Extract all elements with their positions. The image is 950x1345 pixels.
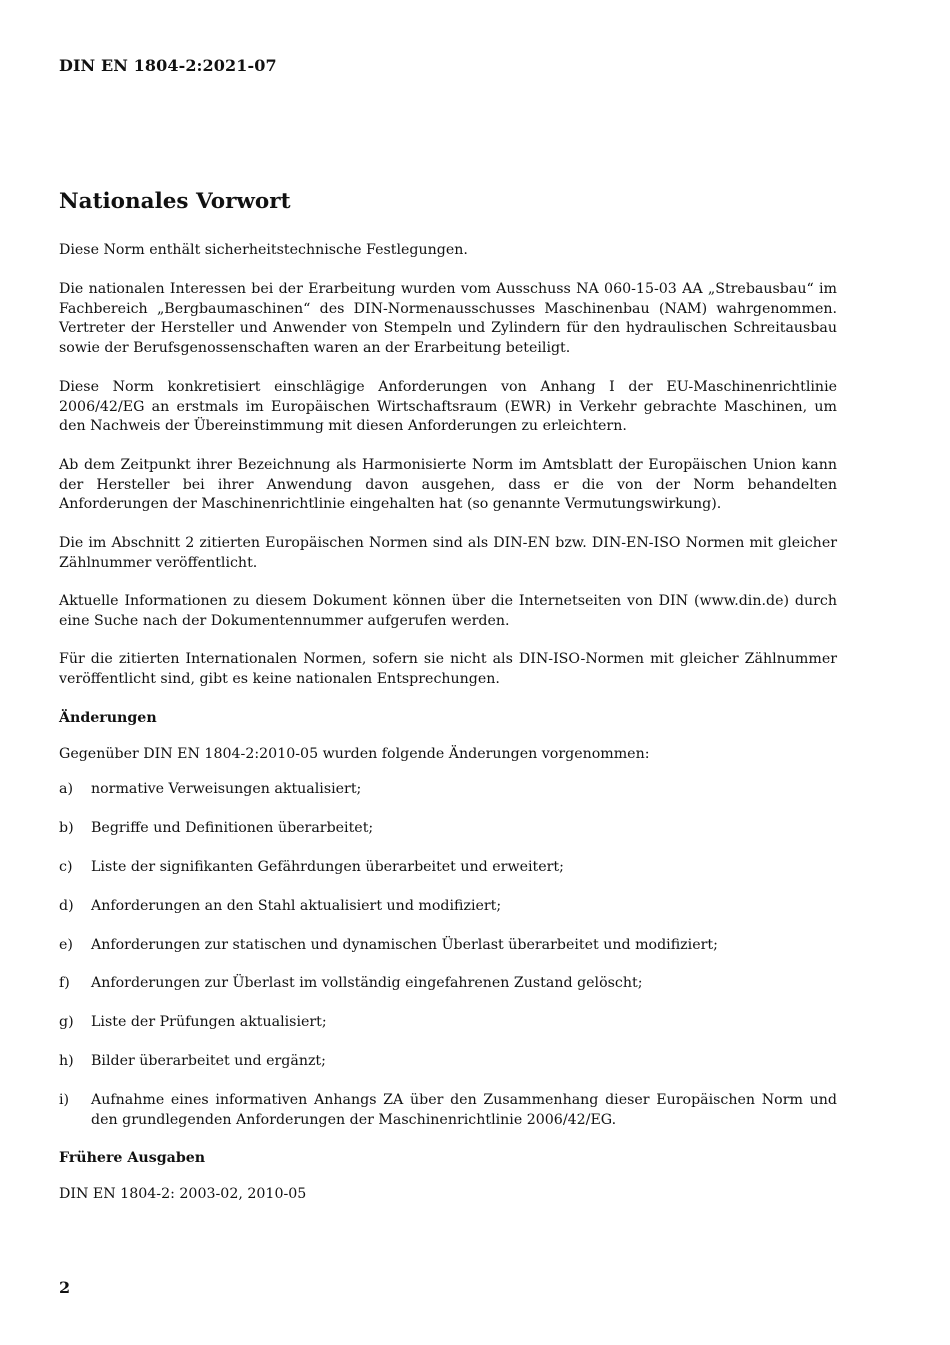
list-marker: h): [59, 1053, 74, 1069]
paragraph-harmonised-standard: Ab dem Zeitpunkt ihrer Bezeichnung als Harmonisierte Norm im Amtsblatt der Europäischen Union kann der Hersteller bei ihrer Anwendung davon ausgehen, dass er die von der Norm behandelten Anforderungen der Maschinenrichtlinie eingehalten hat (so genannte Vermutungswirkung).: [59, 457, 837, 512]
list-item: [59, 974, 837, 994]
list-marker: d): [59, 898, 74, 914]
changes-intro: Gegenüber DIN EN 1804-2:2010-05 wurden folgende Änderungen vorgenommen:: [59, 746, 650, 762]
list-item: [59, 1052, 837, 1072]
list-item-text: Liste der signifikanten Gefährdungen überarbeitet und erweitert;: [91, 859, 564, 875]
previous-editions-heading: Frühere Ausgaben: [59, 1150, 206, 1166]
section-title: Nationales Vorwort: [59, 189, 291, 214]
list-item: [59, 936, 837, 956]
list-item: [59, 819, 837, 839]
list-item: [59, 1091, 837, 1130]
document-id-header: DIN EN 1804-2:2021-07: [59, 56, 277, 75]
list-item-text: Begriffe und Definitionen überarbeitet;: [91, 820, 374, 836]
list-item-text: Bilder überarbeitet und ergänzt;: [91, 1053, 326, 1069]
list-item-text: Anforderungen zur Überlast im vollständig eingefahrenen Zustand gelöscht;: [91, 975, 643, 991]
page-number: 2: [59, 1278, 71, 1297]
list-item: [59, 780, 837, 800]
list-item-text: Anforderungen an den Stahl aktualisiert und modifiziert;: [91, 898, 502, 914]
list-item-text: normative Verweisungen aktualisiert;: [91, 781, 362, 797]
list-marker: a): [59, 781, 73, 797]
list-item-text: Anforderungen zur statischen und dynamischen Überlast überarbeitet und modifiziert;: [91, 937, 718, 953]
previous-editions-text: DIN EN 1804-2: 2003-02, 2010-05: [59, 1186, 307, 1202]
list-marker: g): [59, 1014, 74, 1030]
list-item-text: Aufnahme eines informativen Anhangs ZA über den Zusammenhang dieser Europäischen Norm und den grundlegenden Anforderungen der Maschinenrichtlinie 2006/42/EG.: [91, 1092, 837, 1128]
list-item: [59, 1013, 837, 1033]
list-marker: e): [59, 937, 73, 953]
list-item: [59, 897, 837, 917]
changes-heading: Änderungen: [59, 710, 157, 726]
list-marker: b): [59, 820, 74, 836]
paragraph-international-standards: Für die zitierten Internationalen Normen, sofern sie nicht als DIN-ISO-Normen mit gleicher Zählnummer veröffentlicht sind, gibt es keine nationalen Entsprechungen.: [59, 651, 837, 687]
paragraph-committee: Die nationalen Interessen bei der Erarbeitung wurden vom Ausschuss NA 060-15-03 AA „Strebausbau“ im Fachbereich „Bergbaumaschinen“ des DIN-Normenausschusses Maschinenbau (NAM) wahrgenommen. Vertreter der Hersteller und Anwender von Stempeln und Zylindern für den hydraulischen Schreitausbau sowie der Berufsgenossenschaften waren an der Erarbeitung beteiligt.: [59, 281, 837, 356]
paragraph-machinery-directive: Diese Norm konkretisiert einschlägige Anforderungen von Anhang I der EU-Maschinenrichtlinie 2006/42/EG an erstmals im Europäischen Wirtschaftsraum (EWR) in Verkehr gebrachte Maschinen, um den Nachweis der Übereinstimmung mit diesen Anforderungen zu erleichtern.: [59, 379, 837, 434]
paragraph-safety-note: Diese Norm enthält sicherheitstechnische Festlegungen.: [59, 242, 468, 258]
list-item: [59, 858, 837, 878]
list-marker: i): [59, 1092, 70, 1108]
list-marker: c): [59, 859, 73, 875]
paragraph-cited-standards: Die im Abschnitt 2 zitierten Europäischen Normen sind als DIN-EN bzw. DIN-EN-ISO Normen mit gleicher Zählnummer veröffentlicht.: [59, 535, 837, 571]
list-marker: f): [59, 975, 70, 991]
paragraph-current-information: Aktuelle Informationen zu diesem Dokument können über die Internetseiten von DIN (www.din.de) durch eine Suche nach der Dokumentennummer aufgerufen werden.: [59, 593, 837, 629]
list-item-text: Liste der Prüfungen aktualisiert;: [91, 1014, 327, 1030]
